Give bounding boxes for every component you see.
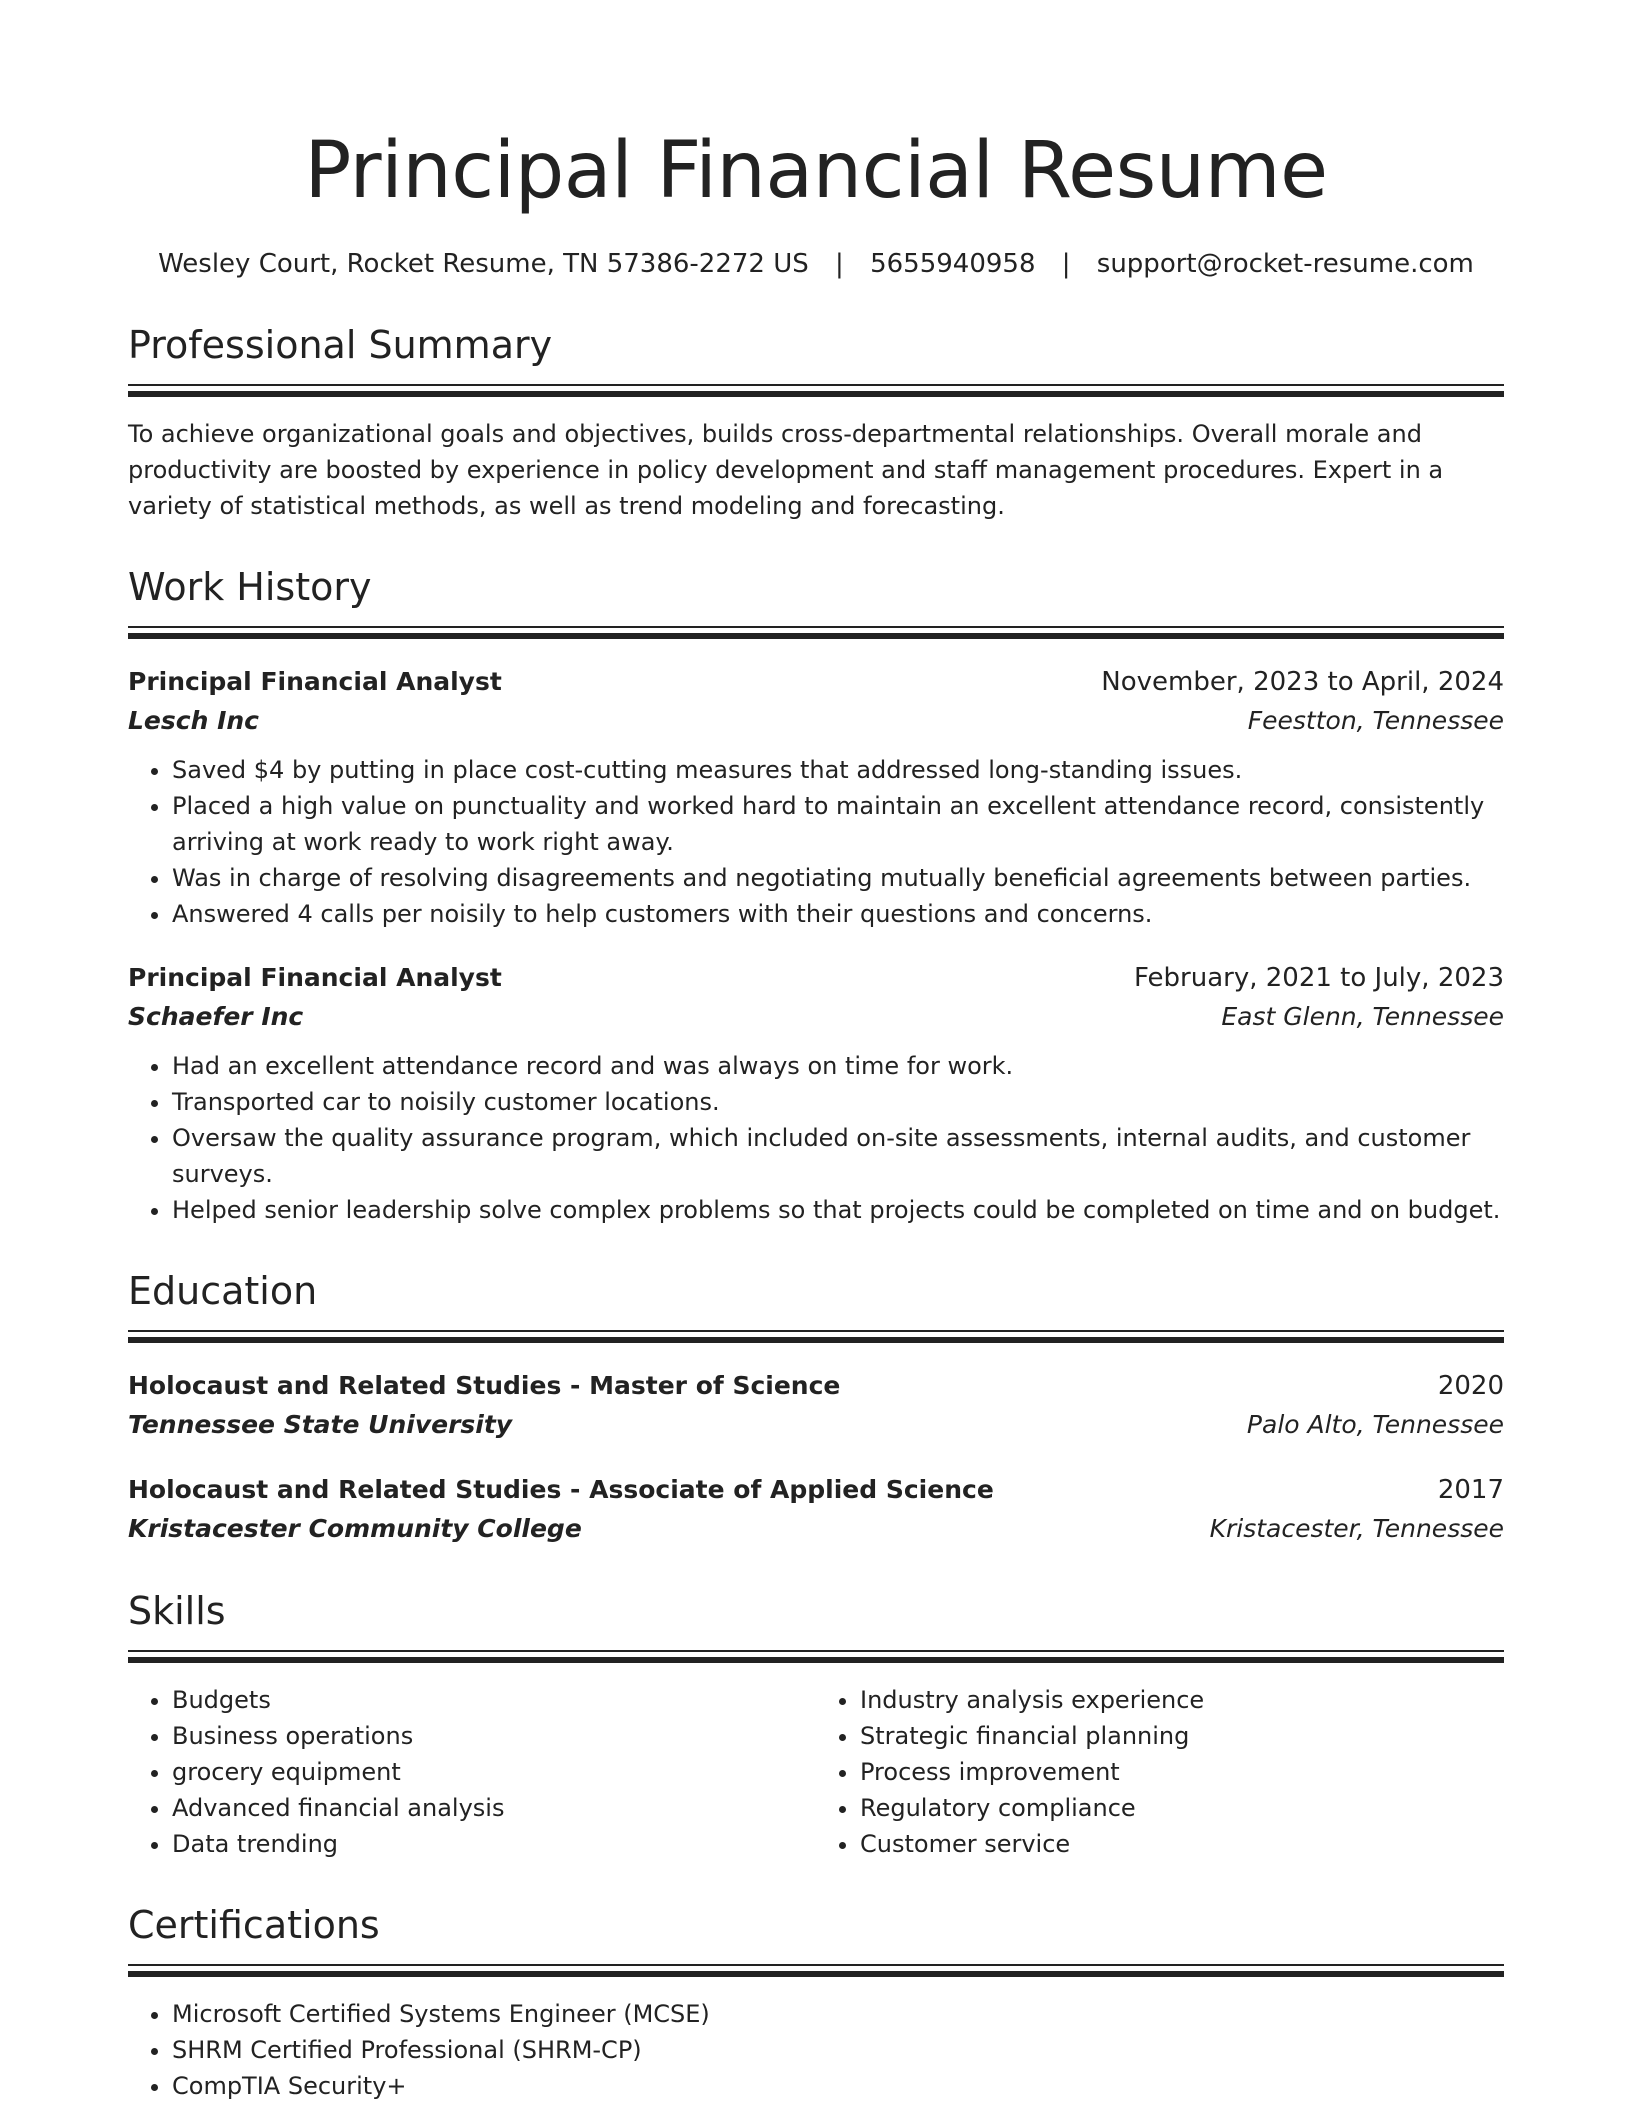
job-company: Lesch Inc (128, 706, 260, 735)
certifications-list (128, 1996, 1504, 2104)
job-entry (128, 958, 1504, 1228)
section-divider (128, 1650, 1504, 1652)
list-item: • Was in charge of resolving disagreements and negotiating mutually beneficial agreements between parties. (172, 860, 1504, 896)
skills-list-left (128, 1682, 816, 1862)
skill-item: • Budgets (172, 1682, 816, 1718)
job-bullets (128, 1048, 1504, 1228)
list-item: • Placed a high value on punctuality and worked hard to maintain an excellent attendance record, consistently arriving at work ready to work right away. (172, 788, 1504, 860)
section-divider (128, 1330, 1504, 1332)
education-degree: Holocaust and Related Studies - Associate of Applied Science (128, 1475, 994, 1504)
job-title: Principal Financial Analyst (128, 963, 502, 992)
skill-item: • grocery equipment (172, 1754, 816, 1790)
job-dates: February, 2021 to July, 2023 (1134, 963, 1504, 993)
section-certifications (128, 1900, 1504, 2104)
list-item: • Transported car to noisily customer locations. (172, 1084, 1504, 1120)
list-item: • Helped senior leadership solve complex problems so that projects could be completed on time and on budget. (172, 1192, 1504, 1228)
skill-item: • Customer service (860, 1826, 1504, 1862)
skill-item: • Advanced financial analysis (172, 1790, 816, 1826)
certification-item: • SHRM Certified Professional (SHRM-CP) (172, 2032, 1504, 2068)
section-heading: Education (128, 1269, 318, 1313)
contact-separator: | (835, 249, 844, 279)
job-location: East Glenn, Tennessee (1221, 1002, 1504, 1031)
section-heading: Professional Summary (128, 323, 553, 367)
list-item: • Answered 4 calls per noisily to help customers with their questions and concerns. (172, 896, 1504, 932)
contact-phone: 5655940958 (870, 249, 1036, 279)
resume-title: Principal Financial Resume (304, 126, 1328, 216)
skill-item: • Process improvement (860, 1754, 1504, 1790)
skill-item: • Business operations (172, 1718, 816, 1754)
contact-email: support@rocket-resume.com (1096, 249, 1474, 279)
education-year: 2020 (1437, 1371, 1504, 1401)
skills-columns (128, 1682, 1504, 1862)
skill-item: • Strategic financial planning (860, 1718, 1504, 1754)
education-year: 2017 (1437, 1475, 1504, 1505)
section-work-history (128, 562, 1504, 1228)
job-title: Principal Financial Analyst (128, 667, 502, 696)
job-location: Feestton, Tennessee (1247, 706, 1504, 735)
section-education (128, 1266, 1504, 1548)
education-school: Tennessee State University (128, 1410, 513, 1439)
skill-item: • Industry analysis experience (860, 1682, 1504, 1718)
section-divider (128, 626, 1504, 628)
section-heading: Skills (128, 1589, 226, 1633)
skill-item: • Data trending (172, 1826, 816, 1862)
contact-line (128, 246, 1504, 282)
education-entry (128, 1470, 1504, 1548)
job-entry (128, 662, 1504, 932)
education-entry (128, 1366, 1504, 1444)
education-location: Palo Alto, Tennessee (1246, 1410, 1504, 1439)
certification-item: • CompTIA Security+ (172, 2068, 1504, 2104)
skill-item: • Regulatory compliance (860, 1790, 1504, 1826)
list-item: • Saved $4 by putting in place cost-cutting measures that addressed long-standing issues. (172, 752, 1504, 788)
education-location: Kristacester, Tennessee (1209, 1514, 1504, 1543)
section-divider (128, 384, 1504, 386)
section-heading: Certifications (128, 1903, 380, 1947)
summary-text: To achieve organizational goals and objectives, builds cross-departmental relationships. Overall morale and productivity are boosted by experience in policy development and staff management procedures. Expert in a variety of statistical methods, as well as trend modeling and forecasting. (128, 420, 1444, 520)
contact-separator: | (1061, 249, 1071, 279)
resume-content (128, 112, 1504, 2104)
job-company: Schaefer Inc (128, 1002, 304, 1031)
list-item: • Had an excellent attendance record and was always on time for work. (172, 1048, 1504, 1084)
section-summary (128, 320, 1504, 524)
contact-address: Wesley Court, Rocket Resume, TN 57386-2272 US (158, 249, 809, 279)
education-degree: Holocaust and Related Studies - Master of Science (128, 1371, 841, 1400)
section-divider (128, 1964, 1504, 1966)
certification-item: • Microsoft Certified Systems Engineer (MCSE) (172, 1996, 1504, 2032)
job-dates: November, 2023 to April, 2024 (1101, 667, 1504, 697)
section-skills (128, 1586, 1504, 1862)
list-item: • Oversaw the quality assurance program, which included on-site assessments, internal audits, and customer surveys. (172, 1120, 1504, 1192)
section-heading: Work History (128, 565, 372, 609)
job-bullets (128, 752, 1504, 932)
skills-list-right (816, 1682, 1504, 1862)
education-school: Kristacester Community College (128, 1514, 582, 1543)
